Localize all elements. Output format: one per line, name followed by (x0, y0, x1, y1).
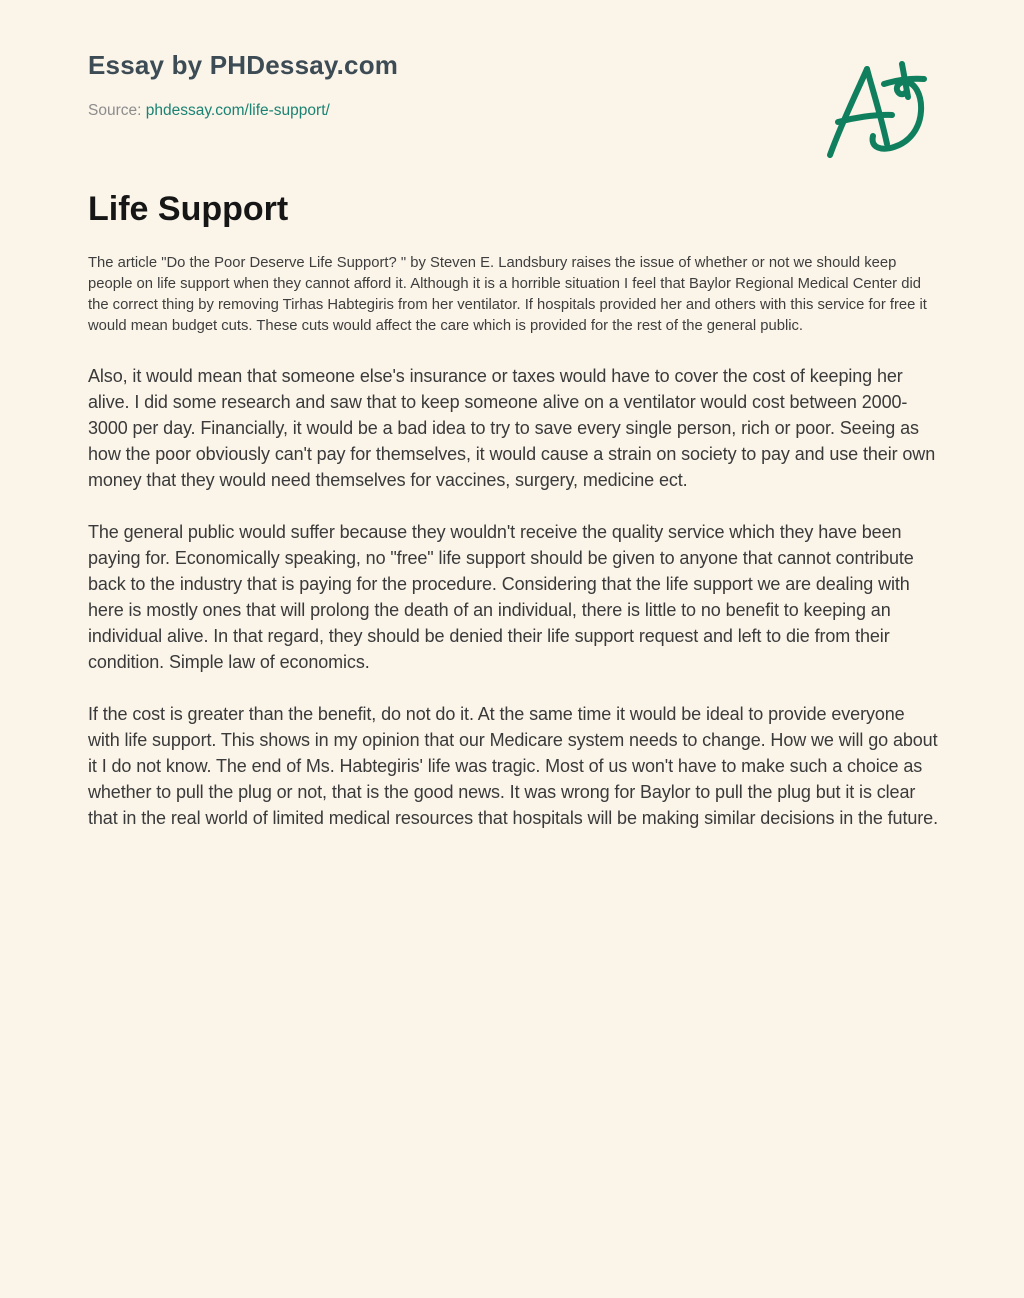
page-title: Life Support (88, 189, 289, 228)
essay-paragraph-4: If the cost is greater than the benefit, do not do it. At the same time it would be ideal to provide everyone with life support. This shows in my opinion that our Medicare system needs to change. How we will go about it I do not know. The end of Ms. Habtegiris' life was tragic. Most of us won't have to make such a choice as whether to pull the plug or not, that is the good news. It was wrong for Baylor to pull the plug but it is clear that in the real world of limited medical resources that hospitals will be making similar decisions in the future. (88, 703, 938, 828)
header-title: Essay by PHDessay.com (88, 50, 399, 80)
source-line (88, 102, 938, 121)
essay-paragraph-1: The article "Do the Poor Deserve Life Support? " by Steven E. Landsbury raises the issue of whether or not we should keep people on life support when they cannot afford it. Although it is a horrible situation I feel that Baylor Regional Medical Center did the correct thing by removing Tirhas Habtegiris from her ventilator. If hospitals provided her and others with this service for free it would mean budget cuts. These cuts would affect the care which is provided for the rest of the general public. (88, 254, 927, 334)
essay-paragraph-3: The general public would suffer because they wouldn't receive the quality service which they have been paying for. Economically speaking, no "free" life support should be given to anyone that cannot contribute back to the industry that is paying for the procedure. Considering that the life support we are dealing with here is mostly ones that will prolong the death of an individual, there is little to no benefit to keeping an individual alive. In that regard, they should be denied their life support request and left to die from their condition. Simple law of economics. (88, 521, 914, 672)
source-link[interactable]: phdessay.com/life-support/ (145, 102, 330, 120)
essay-paragraph-2: Also, it would mean that someone else's insurance or taxes would have to cover the cost of keeping her alive. I did some research and saw that to keep someone alive on a ventilator would cost between 2000-3000 per day. Financially, it would be a bad idea to try to save every single person, rich or poor. Seeing as how the poor obviously can't pay for themselves, it would cause a strain on society to pay and use their own money that they would need themselves for vaccines, surgery, medicine ect. (88, 365, 936, 490)
source-label: Source: (88, 102, 142, 120)
page-content (88, 0, 938, 831)
